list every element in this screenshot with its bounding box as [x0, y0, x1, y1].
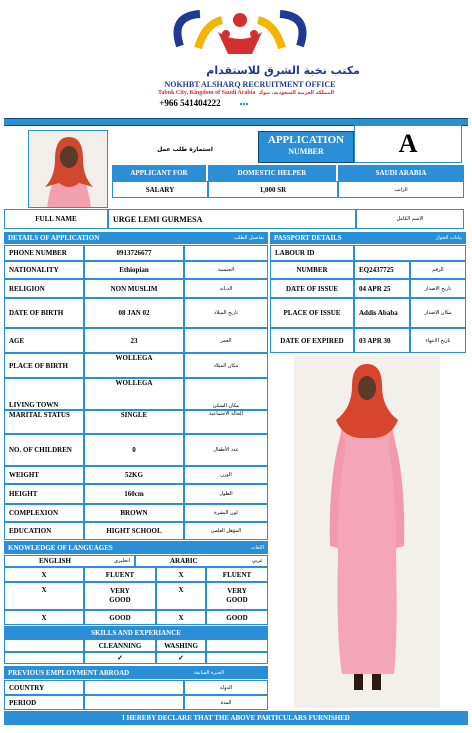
- skill-washing-label: WASHING: [156, 639, 206, 652]
- prev-country-ar: الدولة: [184, 680, 268, 695]
- skills-check-empty-2: [206, 652, 268, 664]
- issue-place-value: Addis Ababa: [354, 298, 410, 328]
- dob-value: 08 JAN 02: [84, 298, 184, 328]
- education-label: EDUCATION: [4, 522, 84, 540]
- issue-place-ar: مكان الاصدار: [410, 298, 466, 328]
- skills-section-header: SKILLS AND EXPERIANCE: [4, 626, 268, 639]
- logo-arabic-name: مكتب نخبة الشرق للاستقدام: [206, 64, 360, 77]
- lang-row1-ar-level: FLUENT: [206, 567, 268, 582]
- full-name-ar: الاسم الكامل: [356, 209, 464, 229]
- nationality-ar: الجنسية: [184, 261, 268, 279]
- marital-value: SINGLE: [84, 410, 184, 434]
- salary-value: 1,000 SR: [208, 181, 338, 198]
- labour-id-value: [354, 245, 466, 261]
- lang-arabic-header: [135, 555, 268, 567]
- prev-employment-title: PREVIOUS EMPLOYMENT ABROAD: [8, 668, 130, 677]
- complexion-label: COMPLEXION: [4, 504, 84, 522]
- age-ar: العمر: [184, 328, 268, 353]
- lang-row2-ar-mark: X: [156, 582, 206, 610]
- lang-row1-ar-mark: X: [156, 567, 206, 582]
- age-label: AGE: [4, 328, 84, 353]
- labour-id-label: LABOUR ID: [270, 245, 354, 261]
- prev-employment-title-ar: الخبرة السابقة: [193, 669, 224, 676]
- prev-period-value: [84, 695, 184, 710]
- lang-row3-ar-level: GOOD: [206, 610, 268, 625]
- lang-row3-ar-mark: X: [156, 610, 206, 625]
- office-phone: +966 541404222: [159, 98, 221, 108]
- details-section-header: [4, 232, 268, 244]
- phone-label: PHONE NUMBER: [4, 245, 84, 261]
- prev-country-label: COUNTRY: [4, 680, 84, 695]
- languages-section-header: [4, 541, 268, 554]
- lang-row1-en-level: FLUENT: [84, 567, 156, 582]
- height-label: HEIGHT: [4, 484, 84, 504]
- lang-row2-en-mark: X: [4, 582, 84, 610]
- salary-ar: الراتب: [338, 181, 464, 198]
- lang-row2-en-level: VERY GOOD: [84, 582, 156, 610]
- details-title-ar: تفاصيل الطلب: [233, 235, 264, 241]
- languages-title: KNOWLEDGE OF LANGUAGES: [8, 543, 113, 552]
- location-ar: المملكة العربية السعودية، تبوك: [258, 90, 335, 96]
- skill-cleaning-check: ✓: [84, 652, 156, 664]
- expiry-date-value: 03 APR 30: [354, 328, 410, 353]
- passport-title: PASSPORT DETAILS: [274, 234, 342, 242]
- marital-ar: الحالة الاجتماعية: [184, 410, 268, 434]
- dob-ar: تاريخ الميلاد: [184, 298, 268, 328]
- weight-label: WEIGHT: [4, 466, 84, 484]
- height-ar: الطول: [184, 484, 268, 504]
- pob-label: PLACE OF BIRTH: [4, 353, 84, 378]
- lang-english-label-ar: انجليزي: [114, 558, 130, 564]
- declaration-footer: I HEREBY DECLARE THAT THE ABOVE PARTICULARS FURNISHED: [4, 711, 468, 725]
- issue-date-value: 04 APR 25: [354, 279, 410, 298]
- passport-number-label: NUMBER: [270, 261, 354, 279]
- salary-label: SALARY: [112, 181, 208, 198]
- religion-value: NON MUSLIM: [84, 279, 184, 298]
- application-code: A: [354, 125, 462, 163]
- living-label: LIVING TOWN: [4, 378, 84, 410]
- issue-place-label: PLACE OF ISSUE: [270, 298, 354, 328]
- passport-number-ar: الرقم: [410, 261, 466, 279]
- age-value: 23: [84, 328, 184, 353]
- expiry-date-ar: تاريخ الانتهاء: [410, 328, 466, 353]
- lang-arabic-label: ARABIC: [170, 557, 198, 565]
- pob-ar: مكان الميلاد: [184, 353, 268, 378]
- phone-ar: [184, 245, 268, 261]
- education-ar: المؤهل العلمي: [184, 522, 268, 540]
- lang-english-label: ENGLISH: [39, 557, 71, 565]
- full-name-label: FULL NAME: [4, 209, 108, 229]
- living-ar: مكان السكن: [184, 378, 268, 410]
- issue-date-ar: تاريخ الاصدار: [410, 279, 466, 298]
- lang-row3-en-mark: X: [4, 610, 84, 625]
- living-value: WOLLEGA: [84, 378, 184, 410]
- office-name: NOKHBT ALSHARQ RECRUITMENT OFFICE: [164, 80, 336, 89]
- skills-empty-2: [206, 639, 268, 652]
- expiry-date-label: DATE OF EXPIRED: [270, 328, 354, 353]
- full-name-value: URGE LEMI GURMESA: [108, 209, 356, 229]
- complexion-value: BROWN: [84, 504, 184, 522]
- languages-title-ar: اللغات: [250, 544, 264, 551]
- passport-number-value: EQ2437725: [354, 261, 410, 279]
- weight-value: 52KG: [84, 466, 184, 484]
- children-label: NO. OF CHILDREN: [4, 434, 84, 466]
- religion-label: RELIGION: [4, 279, 84, 298]
- marital-label: MARITAL STATUS: [4, 410, 84, 434]
- prev-employment-header: [4, 666, 268, 679]
- passport-title-ar: بيانات الجواز: [435, 235, 462, 241]
- lang-row3-en-level: GOOD: [84, 610, 156, 625]
- prev-period-ar: المدة: [184, 695, 268, 710]
- height-value: 160cm: [84, 484, 184, 504]
- phone-value: 0913726677: [84, 245, 184, 261]
- header-dots: [240, 103, 248, 105]
- prev-period-label: PERIOD: [4, 695, 84, 710]
- photo-small: [28, 130, 108, 208]
- issue-date-label: DATE OF ISSUE: [270, 279, 354, 298]
- applicant-country: SAUDI ARABIA: [338, 165, 464, 181]
- children-ar: عدد الأطفال: [184, 434, 268, 466]
- education-value: HIGHT SCHOOL: [84, 522, 184, 540]
- skills-empty: [4, 639, 84, 652]
- religion-ar: الديانة: [184, 279, 268, 298]
- lang-arabic-label-ar: عربي: [251, 558, 263, 564]
- skill-cleaning-label: CLEANNING: [84, 639, 156, 652]
- pob-value: WOLLEGA: [84, 353, 184, 378]
- dob-label: DATE OF BIRTH: [4, 298, 84, 328]
- skills-check-empty: [4, 652, 84, 664]
- details-title: DETAILS OF APPLICATION: [8, 234, 100, 242]
- nationality-label: NATIONALITY: [4, 261, 84, 279]
- photo-full-body: [294, 356, 440, 708]
- application-number-box: [258, 131, 354, 163]
- complexion-ar: لون البشرة: [184, 504, 268, 522]
- lang-row1-en-mark: X: [4, 567, 84, 582]
- applicant-for-label: APPLICANT FOR: [112, 165, 206, 181]
- children-value: 0: [84, 434, 184, 466]
- weight-ar: الوزن: [184, 466, 268, 484]
- logo: [160, 6, 320, 68]
- nationality-value: Ethiopian: [84, 261, 184, 279]
- lang-row2-ar-level: VERY GOOD: [206, 582, 268, 610]
- applicant-for-value: DOMESTIC HELPER: [208, 165, 336, 181]
- skill-washing-check: ✓: [156, 652, 206, 664]
- lang-english-header: [4, 555, 135, 567]
- application-title: APPLICATION: [267, 134, 345, 146]
- number-label: NUMBER: [288, 147, 324, 156]
- application-form-label: استمارة طلب عمل: [157, 145, 213, 153]
- location-en: Tabuk City, Kingdom of Saudi Arabia: [157, 90, 256, 96]
- prev-country-value: [84, 680, 184, 695]
- passport-section-header: [270, 232, 466, 244]
